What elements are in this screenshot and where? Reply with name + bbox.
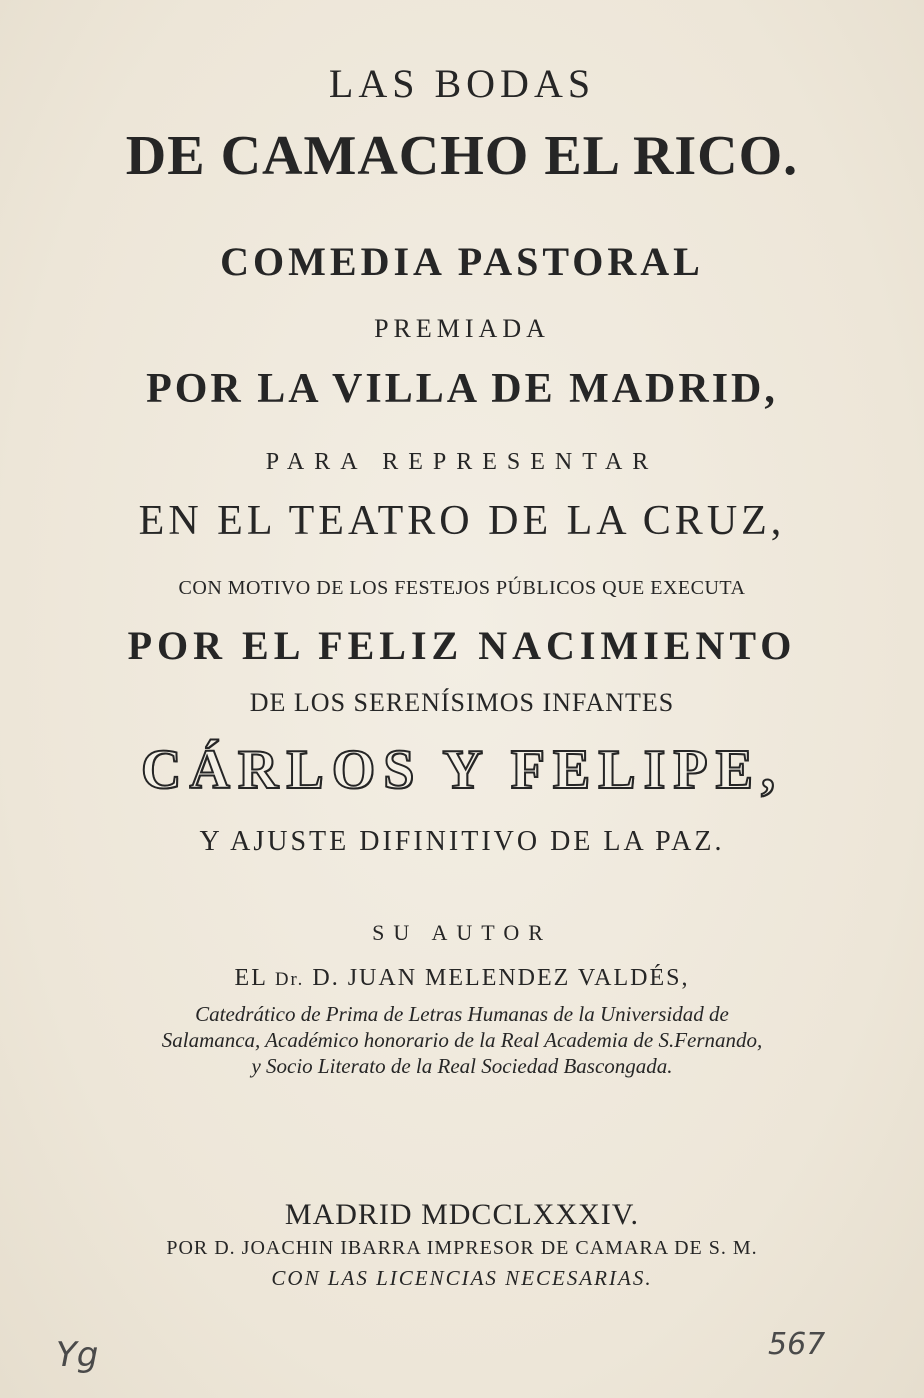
author-credentials-3: y Socio Literato de la Real Sociedad Bascongada. (251, 1054, 673, 1078)
genre-line: COMEDIA PASTORAL (220, 239, 704, 284)
nacimiento-line: POR EL FELIZ NACIMIENTO (127, 623, 797, 668)
teatro-line: EN EL TEATRO DE LA CRUZ, (138, 498, 786, 544)
villa-line: POR LA VILLA DE MADRID, (146, 366, 778, 412)
author-credentials-2: Salamanca, Académico honorario de la Real Academia de S.Fernando, (161, 1028, 763, 1052)
serenisimos-line: DE LOS SERENÍSIMOS INFANTES (249, 688, 675, 717)
manuscript-shelfmark: Yg (56, 1335, 99, 1375)
author-title: Dr. (274, 969, 305, 990)
paz-line: Y AJUSTE DIFINITIVO DE LA PAZ. (199, 826, 725, 857)
imprint-place-date: MADRID MDCCLXXXIV. (284, 1198, 640, 1231)
manuscript-number: 567 (768, 1327, 826, 1362)
author-name (0, 966, 924, 990)
imprint-printer: POR D. JOACHIN IBARRA IMPRESOR DE CAMARA DE S. M. (166, 1237, 758, 1259)
author-prefix: EL (234, 965, 267, 991)
su-autor-label: SU AUTOR (372, 920, 552, 945)
motivo-line: CON MOTIVO DE LOS FESTEJOS PÚBLICOS QUE EXECUTA (178, 577, 746, 599)
author-name-text: D. JUAN MELENDEZ VALDÉS, (312, 965, 690, 991)
imprint-licencias: CON LAS LICENCIAS NECESARIAS. (271, 1266, 653, 1290)
para-representar-line: PARA REPRESENTAR (265, 449, 659, 475)
infantes-names: CÁRLOS Y FELIPE, (141, 739, 783, 801)
title-line-1: LAS BODAS (328, 61, 596, 106)
premiada-line: PREMIADA (374, 314, 550, 343)
author-credentials-1: Catedrático de Prima de Letras Humanas de la Universidad de (195, 1002, 729, 1026)
title-line-2: DE CAMACHO EL RICO. (125, 125, 799, 187)
